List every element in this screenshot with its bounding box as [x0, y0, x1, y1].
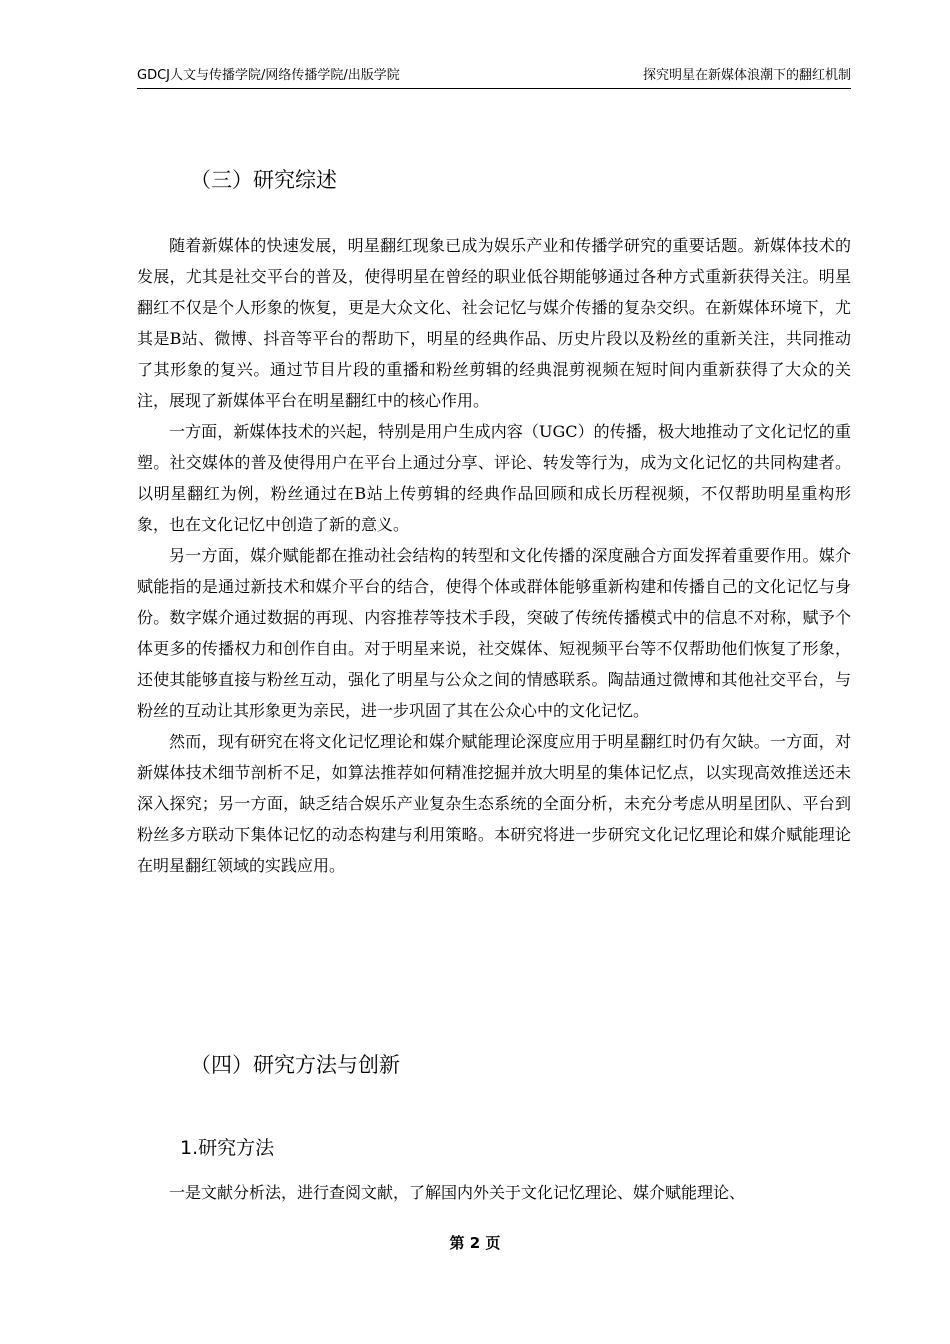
paragraph: 另一方面，媒介赋能都在推动社会结构的转型和文化传播的深度融合方面发挥着重要作用。媒介赋能指的是通过新技术和媒介平台的结合，使得个体或群体能够重新构建和传播自己的文化记忆与身份。数字媒介通过数据的再现、内容推荐等技术手段，突破了传统传播模式中的信息不对称，赋予个体更多的传播权力和创作自由。对于明星来说，社交媒体、短视频平台等不仅帮助他们恢复了形象，还使其能够直接与粉丝互动，强化了明星与公众之间的情感联系。陶喆通过微博和其他社交平台，与粉丝的互动让其形象更为亲民，进一步巩固了其在公众心中的文化记忆。 — [137, 546, 851, 720]
paragraph: 一是文献分析法，进行查阅文献，了解国内外关于文化记忆理论、媒介赋能理论、 — [169, 1183, 746, 1202]
header-title: 探究明星在新媒体浪潮下的翻红机制 — [642, 68, 851, 83]
page-number: 第 2 页 — [449, 1234, 501, 1252]
section-heading-literature-review: （三）研究综述 — [190, 168, 337, 192]
subsection-heading-methods: 1.研究方法 — [180, 1137, 275, 1159]
paragraph: 然而，现有研究在将文化记忆理论和媒介赋能理论深度应用于明星翻红时仍有欠缺。一方面，对新媒体技术细节剖析不足，如算法推荐如何精准挖掘并放大明星的集体记忆点，以实现高效推送还未深入探究；另一方面，缺乏结合娱乐产业复杂生态系统的全面分析，未充分考虑从明星团队、平台到粉丝多方联动下集体记忆的动态构建与利用策略。本研究将进一步研究文化记忆理论和媒介赋能理论在明星翻红领域的实践应用。 — [137, 732, 851, 875]
literature-review-body — [137, 230, 851, 881]
paragraph: 随着新媒体的快速发展，明星翻红现象已成为娱乐产业和传播学研究的重要话题。新媒体技术的发展，尤其是社交平台的普及，使得明星在曾经的职业低谷期能够通过各种方式重新获得关注。明星翻红不仅是个人形象的恢复，更是大众文化、社会记忆与媒介传播的复杂交织。在新媒体环境下，尤其是B站、微博、抖音等平台的帮助下，明星的经典作品、历史片段以及粉丝的重新关注，共同推动了其形象的复兴。通过节目片段的重播和粉丝剪辑的经典混剪视频在短时间内重新获得了大众的关注，展现了新媒体平台在明星翻红中的核心作用。 — [137, 236, 851, 410]
header-institution: GDCJ人文与传播学院/网络传播学院/出版学院 — [137, 68, 400, 83]
section-heading-methods: （四）研究方法与创新 — [190, 1053, 400, 1077]
methods-body — [137, 1177, 851, 1208]
paragraph: 一方面，新媒体技术的兴起，特别是用户生成内容（UGC）的传播，极大地推动了文化记忆的重塑。社交媒体的普及使得用户在平台上通过分享、评论、转发等行为，成为文化记忆的共同构建者。以明星翻红为例，粉丝通过在B站上传剪辑的经典作品回顾和成长历程视频，不仅帮助明星重构形象，也在文化记忆中创造了新的意义。 — [137, 422, 851, 534]
page-header — [137, 66, 851, 89]
